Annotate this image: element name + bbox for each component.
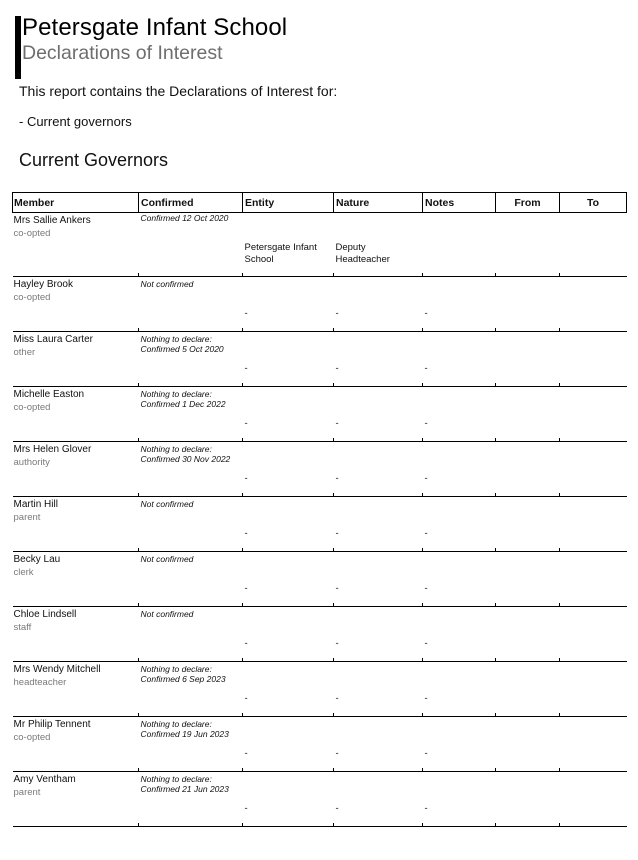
nature-value: -	[335, 473, 339, 484]
confirmation-status: Not confirmed	[140, 499, 194, 509]
column-header-confirmed: Confirmed	[139, 193, 243, 213]
member-cell	[13, 552, 139, 607]
nature-value: -	[335, 528, 339, 539]
to-cell	[560, 772, 627, 827]
from-cell	[496, 607, 560, 662]
table-row	[13, 662, 627, 717]
column-header-nature: Nature	[334, 193, 423, 213]
confirmed-cell	[139, 662, 243, 717]
table-row	[13, 332, 627, 387]
nature-cell	[334, 717, 423, 772]
table-row	[13, 717, 627, 772]
entity-value: -	[244, 583, 248, 594]
notes-cell	[423, 213, 496, 277]
nature-value: -	[335, 308, 339, 319]
member-cell	[13, 717, 139, 772]
notes-value: -	[424, 308, 428, 319]
member-name: Mrs Wendy Mitchell	[13, 664, 101, 675]
member-cell	[13, 772, 139, 827]
confirmed-cell	[139, 332, 243, 387]
entity-cell	[243, 442, 334, 497]
nature-cell	[334, 442, 423, 497]
entity-cell	[243, 717, 334, 772]
notes-value: -	[424, 473, 428, 484]
notes-cell	[423, 662, 496, 717]
confirmation-date: Confirmed 12 Oct 2020	[140, 213, 229, 223]
notes-value: -	[424, 748, 428, 759]
to-cell	[560, 213, 627, 277]
entity-value: -	[244, 363, 248, 374]
entity-value: -	[244, 693, 248, 704]
member-name: Martin Hill	[13, 499, 58, 510]
confirmed-cell	[139, 552, 243, 607]
table-row	[13, 442, 627, 497]
to-cell	[560, 332, 627, 387]
notes-cell	[423, 717, 496, 772]
from-cell	[496, 332, 560, 387]
nature-cell	[334, 387, 423, 442]
from-cell	[496, 497, 560, 552]
member-name: Chloe Lindsell	[13, 609, 77, 620]
entity-value: -	[244, 473, 248, 484]
member-cell	[13, 277, 139, 332]
section-title: Current Governors	[19, 150, 169, 170]
member-name: Becky Lau	[13, 554, 61, 565]
confirmation-status: Not confirmed	[140, 609, 194, 619]
confirmed-cell	[139, 772, 243, 827]
school-name: Petersgate Infant School	[22, 14, 288, 41]
member-cell	[13, 213, 139, 277]
governor-filter-text: - Current governors	[19, 114, 132, 129]
notes-value: -	[424, 803, 428, 814]
confirmation-date: Confirmed 1 Dec 2022	[140, 399, 226, 409]
nature-value: -	[335, 803, 339, 814]
member-cell	[13, 607, 139, 662]
notes-cell	[423, 442, 496, 497]
from-cell	[496, 552, 560, 607]
entity-cell	[243, 332, 334, 387]
nature-cell	[334, 662, 423, 717]
entity-cell	[243, 497, 334, 552]
member-role: headteacher	[13, 677, 67, 688]
member-role: parent	[13, 787, 41, 798]
table-row	[13, 772, 627, 827]
from-cell	[496, 387, 560, 442]
from-cell	[496, 772, 560, 827]
notes-cell	[423, 772, 496, 827]
entity-value: -	[244, 528, 248, 539]
notes-cell	[423, 277, 496, 332]
member-role: clerk	[13, 567, 34, 578]
confirmation-date: Confirmed 6 Sep 2023	[140, 674, 226, 684]
notes-value: -	[424, 363, 428, 374]
confirmation-status: Nothing to declare:	[140, 774, 212, 784]
from-cell	[496, 717, 560, 772]
member-cell	[13, 332, 139, 387]
notes-value: -	[424, 418, 428, 429]
confirmation-status: Nothing to declare:	[140, 334, 212, 344]
confirmed-cell	[139, 387, 243, 442]
confirmation-status: Nothing to declare:	[140, 719, 212, 729]
member-role: authority	[13, 457, 50, 468]
nature-cell	[334, 213, 423, 277]
to-cell	[560, 717, 627, 772]
declarations-table	[12, 192, 627, 827]
nature-value: -	[335, 583, 339, 594]
from-cell	[496, 662, 560, 717]
notes-cell	[423, 552, 496, 607]
entity-cell	[243, 277, 334, 332]
member-role: co-opted	[13, 402, 51, 413]
confirmed-cell	[139, 442, 243, 497]
entity-value: Petersgate Infant School	[244, 242, 317, 265]
confirmation-status: Not confirmed	[140, 554, 194, 564]
from-cell	[496, 213, 560, 277]
confirmation-date: Confirmed 30 Nov 2022	[140, 454, 231, 464]
column-header-member: Member	[13, 193, 139, 213]
member-name: Mrs Sallie Ankers	[13, 215, 91, 226]
to-cell	[560, 662, 627, 717]
to-cell	[560, 552, 627, 607]
notes-value: -	[424, 583, 428, 594]
confirmed-cell	[139, 607, 243, 662]
to-cell	[560, 607, 627, 662]
header-accent-bar	[15, 16, 21, 79]
member-name: Michelle Easton	[13, 389, 85, 400]
to-cell	[560, 442, 627, 497]
nature-cell	[334, 607, 423, 662]
nature-value: -	[335, 418, 339, 429]
to-cell	[560, 497, 627, 552]
confirmed-cell	[139, 497, 243, 552]
column-header-to: To	[560, 193, 627, 213]
report-title: Declarations of Interest	[22, 42, 223, 64]
confirmation-status: Not confirmed	[140, 279, 194, 289]
nature-value: -	[335, 748, 339, 759]
table-row	[13, 552, 627, 607]
table-row	[13, 497, 627, 552]
confirmation-status: Nothing to declare:	[140, 444, 212, 454]
confirmed-cell	[139, 717, 243, 772]
entity-value: -	[244, 638, 248, 649]
member-name: Hayley Brook	[13, 279, 73, 290]
column-header-from: From	[496, 193, 560, 213]
nature-value: -	[335, 693, 339, 704]
table-row	[13, 213, 627, 277]
member-cell	[13, 497, 139, 552]
entity-value: -	[244, 418, 248, 429]
notes-cell	[423, 332, 496, 387]
nature-value: -	[335, 363, 339, 374]
nature-value: -	[335, 638, 339, 649]
entity-cell	[243, 662, 334, 717]
nature-cell	[334, 497, 423, 552]
entity-value: -	[244, 308, 248, 319]
entity-value: -	[244, 748, 248, 759]
nature-value: Deputy Headteacher	[335, 242, 390, 265]
entity-cell	[243, 213, 334, 277]
nature-cell	[334, 772, 423, 827]
nature-cell	[334, 552, 423, 607]
member-role: co-opted	[13, 228, 51, 239]
intro-text: This report contains the Declarations of Interest for:	[19, 83, 338, 99]
confirmation-status: Nothing to declare:	[140, 664, 212, 674]
table-header-row	[13, 193, 627, 213]
confirmation-date: Confirmed 5 Oct 2020	[140, 344, 224, 354]
member-cell	[13, 387, 139, 442]
confirmed-cell	[139, 213, 243, 277]
member-role: co-opted	[13, 732, 51, 743]
confirmation-date: Confirmed 21 Jun 2023	[140, 784, 229, 794]
to-cell	[560, 277, 627, 332]
confirmation-status: Nothing to declare:	[140, 389, 212, 399]
entity-value: -	[244, 803, 248, 814]
entity-cell	[243, 552, 334, 607]
notes-cell	[423, 497, 496, 552]
entity-cell	[243, 387, 334, 442]
table-row	[13, 277, 627, 332]
nature-cell	[334, 332, 423, 387]
member-cell	[13, 662, 139, 717]
to-cell	[560, 387, 627, 442]
notes-value: -	[424, 693, 428, 704]
table-row	[13, 607, 627, 662]
member-name: Miss Laura Carter	[13, 334, 93, 345]
column-header-entity: Entity	[243, 193, 334, 213]
member-role: parent	[13, 512, 41, 523]
notes-value: -	[424, 528, 428, 539]
entity-cell	[243, 772, 334, 827]
member-role: staff	[13, 622, 32, 633]
table-row	[13, 387, 627, 442]
notes-cell	[423, 387, 496, 442]
column-header-notes: Notes	[423, 193, 496, 213]
member-name: Mr Philip Tennent	[13, 719, 91, 730]
confirmed-cell	[139, 277, 243, 332]
member-cell	[13, 442, 139, 497]
notes-cell	[423, 607, 496, 662]
member-role: other	[13, 347, 36, 358]
notes-value: -	[424, 638, 428, 649]
member-role: co-opted	[13, 292, 51, 303]
nature-cell	[334, 277, 423, 332]
member-name: Mrs Helen Glover	[13, 444, 92, 455]
from-cell	[496, 442, 560, 497]
entity-cell	[243, 607, 334, 662]
confirmation-date: Confirmed 19 Jun 2023	[140, 729, 229, 739]
member-name: Amy Ventham	[13, 774, 76, 785]
from-cell	[496, 277, 560, 332]
